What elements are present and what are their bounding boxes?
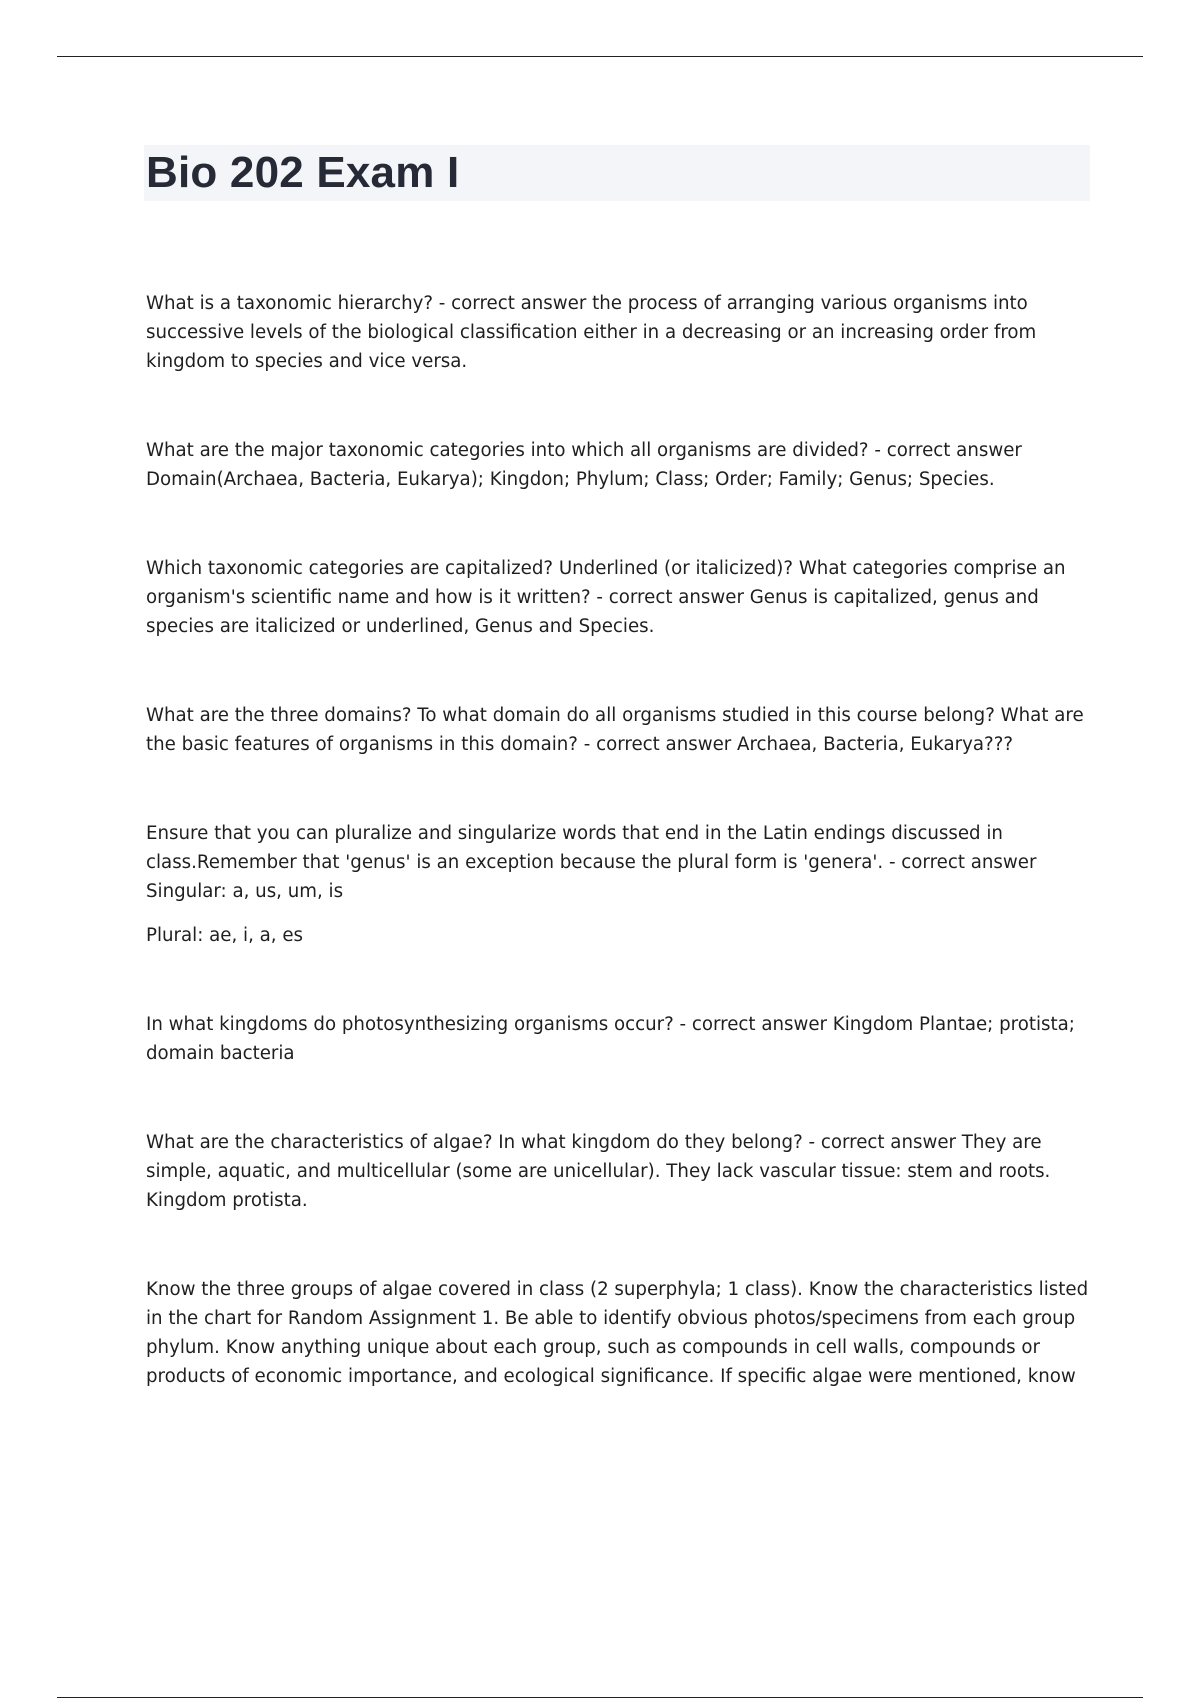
qa-entry-6 [146, 1010, 1091, 1068]
qa-entry-4 [146, 701, 1091, 759]
qa-text: What are the major taxonomic categories into which all organisms are divided? - correct answer Domain(Archaea, Bacteria, Eukarya); Kingdon; Phylum; Class; Order; Family; Genus; Species. [146, 440, 1022, 490]
qa-entry-7 [146, 1128, 1091, 1215]
qa-text-plural: Plural: ae, i, a, es [146, 925, 304, 946]
qa-entry-5 [146, 819, 1091, 950]
page-title: Bio 202 Exam I [146, 148, 460, 197]
qa-entry-8 [146, 1275, 1091, 1391]
qa-entry-1 [146, 289, 1091, 376]
qa-entry-2 [146, 436, 1091, 494]
qa-text: What are the characteristics of algae? In what kingdom do they belong? - correct answer They are simple, aquatic, and multicellular (some are unicellular). They lack vascular tissue: stem and roots. Kingdom protista. [146, 1132, 1051, 1211]
qa-text: Ensure that you can pluralize and singularize words that end in the Latin endings discussed in class.Remember that 'genus' is an exception because the plural form is 'genera'. - correct answer Singular: a, us, um, is [146, 823, 1037, 902]
bottom-rule [57, 1697, 1143, 1698]
top-rule [57, 56, 1143, 57]
qa-text: Which taxonomic categories are capitalized? Underlined (or italicized)? What categories comprise an organism's scientific name and how is it written? - correct answer Genus is capitalized, genus and species are italicized or underlined, Genus and Species. [146, 558, 1066, 637]
qa-text: What are the three domains? To what domain do all organisms studied in this course belong? What are the basic features of organisms in this domain? - correct answer Archaea, Bacteria, Eukarya??? [146, 705, 1084, 755]
document-body [146, 289, 1091, 1451]
qa-text: What is a taxonomic hierarchy? - correct answer the process of arranging various organisms into successive levels of the biological classification either in a decreasing or an increasing order from kingdom to species and vice versa. [146, 293, 1037, 372]
qa-text: Know the three groups of algae covered in class (2 superphyla; 1 class). Know the characteristics listed in the chart for Random Assignment 1. Be able to identify obvious photos/specimens from each group phylum. Know anything unique about each group, such as compounds in cell walls, compounds or products of economic importance, and ecological significance. If specific algae were mentioned, know [146, 1279, 1089, 1387]
qa-entry-3 [146, 554, 1091, 641]
qa-text: In what kingdoms do photosynthesizing organisms occur? - correct answer Kingdom Plantae; protista; domain bacteria [146, 1014, 1075, 1064]
